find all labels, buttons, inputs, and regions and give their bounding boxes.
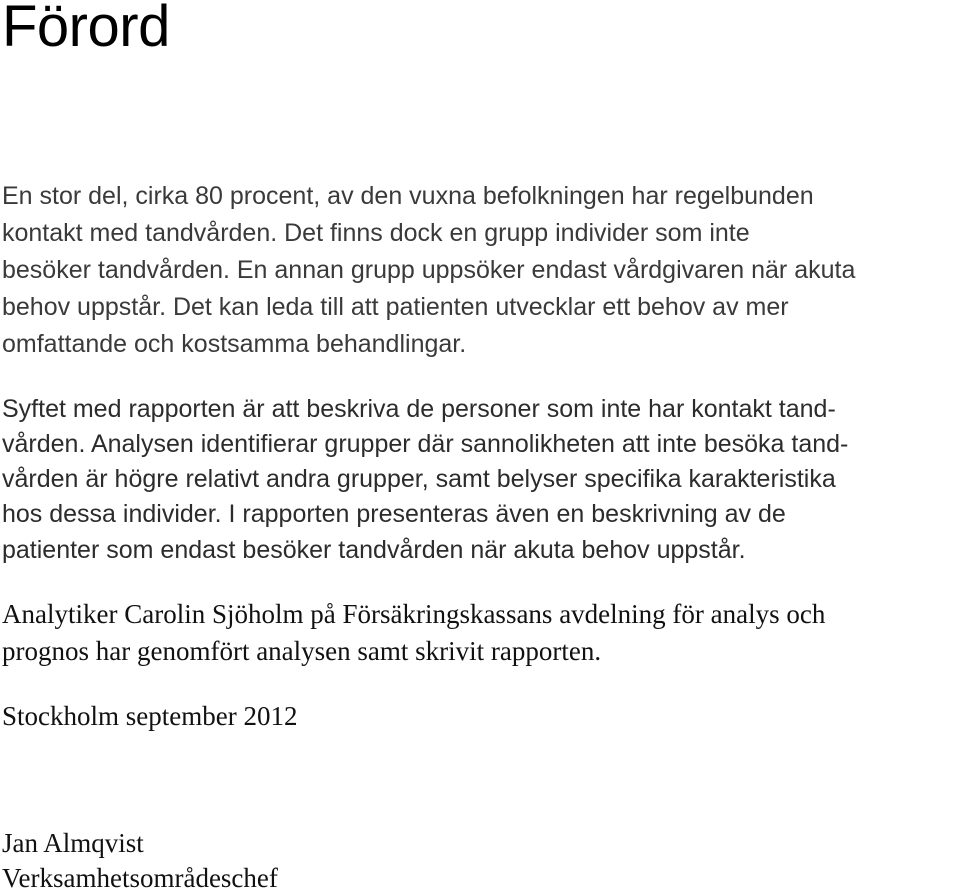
paragraph-line: hos dessa individer. I rapporten presenteras även en beskrivning av de — [2, 500, 786, 528]
paragraph-line: besöker tandvården. En annan grupp uppsöker endast vårdgivaren när akuta — [2, 256, 856, 284]
signature-name: Jan Almqvist — [2, 828, 144, 858]
signature-role: Verksamhetsområdeschef — [2, 863, 278, 893]
paragraph-line: En stor del, cirka 80 procent, av den vuxna befolkningen har regelbunden — [2, 182, 814, 210]
paragraph-line: patienter som endast besöker tandvården när akuta behov uppstår. — [2, 536, 746, 564]
paragraph-line: vården. Analysen identifierar grupper där sannolikheten att inte besöka tand- — [2, 430, 849, 458]
paragraph-line: vården är högre relativt andra grupper, samt belyser specifika karakteristika — [2, 465, 836, 493]
place-date: Stockholm september 2012 — [2, 701, 298, 731]
paragraph-line: omfattande och kostsamma behandlingar. — [2, 330, 467, 358]
paragraph-line: prognos har genomfört analysen samt skrivit rapporten. — [2, 636, 602, 666]
page-title: Förord — [2, 0, 170, 59]
paragraph-line: behov uppstår. Det kan leda till att patienten utvecklar ett behov av mer — [2, 293, 789, 321]
paragraph-line: Syftet med rapporten är att beskriva de personer som inte har kontakt tand- — [2, 395, 836, 423]
paragraph-line: Analytiker Carolin Sjöholm på Försäkringskassans avdelning för analys och — [2, 599, 826, 629]
paragraph-line: kontakt med tandvården. Det finns dock en grupp individer som inte — [2, 219, 750, 247]
